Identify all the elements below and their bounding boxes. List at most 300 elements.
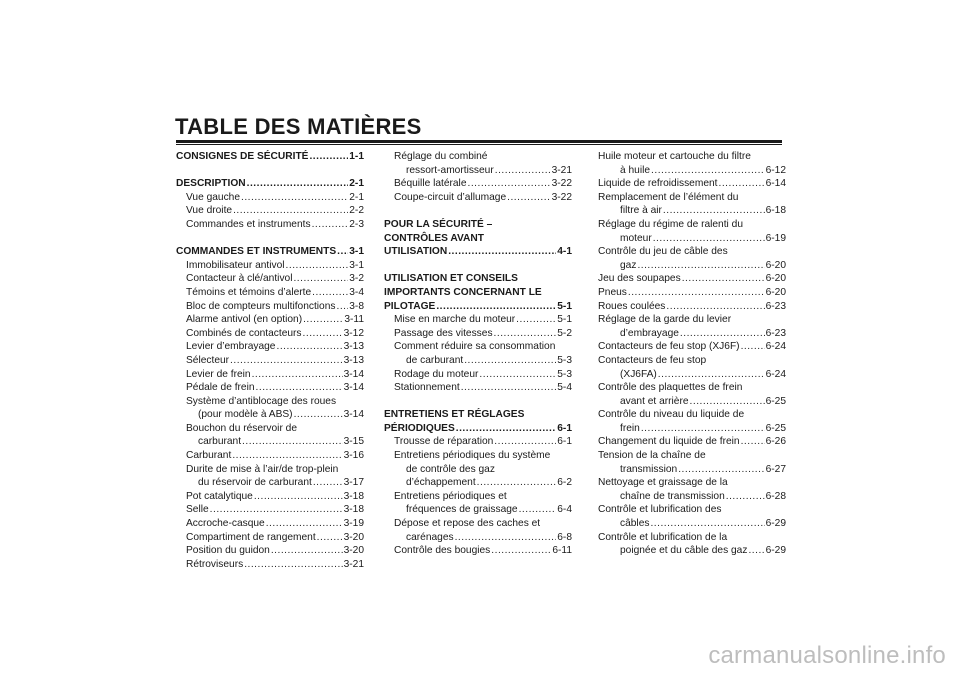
toc-dot-leader: [436, 300, 556, 314]
toc-entry-title: (pour modèle à ABS): [198, 409, 293, 421]
toc-dot-leader: [741, 435, 765, 449]
toc-page-number: 3-2: [349, 273, 364, 285]
toc-page-number: 1-1: [349, 151, 364, 162]
toc-dot-leader: [233, 204, 348, 218]
toc-page-number: 6-1: [557, 436, 572, 448]
toc-entry-title: Pot catalytique: [186, 490, 253, 502]
toc-entry: [598, 340, 786, 354]
toc-dot-leader: [252, 368, 343, 382]
toc-dot-leader: [232, 449, 342, 463]
toc-entry-title: IMPORTANTS CONCERNANT LE: [384, 286, 542, 298]
toc-page-number: 6-8: [557, 531, 572, 543]
toc-page-number: 2-2: [349, 205, 364, 217]
toc-entry-title: de contrôle des gaz: [406, 463, 495, 475]
toc-spacer: [176, 164, 364, 178]
toc-entry-title: Contacteurs de feu stop: [598, 354, 707, 366]
toc-entry-title: Vue droite: [186, 205, 233, 217]
toc-page-number: 6-28: [765, 490, 786, 502]
toc-entry-title: Trousse de réparation: [394, 436, 494, 448]
toc-entry-title: Dépose et repose des caches et: [394, 518, 541, 530]
toc-entry-title: gaz: [620, 259, 637, 271]
toc-dot-leader: [456, 422, 557, 436]
toc-dot-leader: [293, 272, 348, 286]
toc-entry-title: Carburant: [186, 450, 232, 462]
toc-entry: [598, 164, 786, 178]
toc-page-number: 3-8: [349, 300, 364, 312]
toc-page-number: 3-20: [343, 545, 364, 557]
toc-dot-leader: [494, 327, 557, 341]
toc-dot-leader: [230, 354, 343, 368]
toc-entry: [384, 191, 572, 205]
toc-dot-leader: [266, 517, 343, 531]
toc-entry-title: de carburant: [406, 354, 464, 366]
toc-entry: [176, 204, 364, 218]
toc-entry-title: Stationnement: [394, 382, 460, 394]
toc-entry-title: Coupe-circuit d’allumage: [394, 191, 507, 203]
toc-page-number: 2-1: [349, 191, 364, 203]
toc-dot-leader: [651, 164, 765, 178]
toc-page-number: 3-18: [343, 504, 364, 516]
toc-entry-title: Rétroviseurs: [186, 558, 244, 570]
toc-page-number: 6-18: [765, 205, 786, 217]
toc-entry: [384, 463, 572, 477]
toc-entry: [384, 531, 572, 545]
toc-entry-title: avant et arrière: [620, 395, 689, 407]
toc-entry: [598, 395, 786, 409]
toc-spacer: [384, 204, 572, 218]
toc-entry-title: Bloc de compteurs multifonctions: [186, 300, 336, 312]
toc-entry-title: UTILISATION ET CONSEILS: [384, 273, 518, 285]
toc-entry-title: Selle: [186, 504, 209, 516]
toc-entry-title: Bouchon du réservoir de: [186, 422, 297, 434]
toc-entry-title: frein: [620, 422, 640, 434]
toc-entry-title: Compartiment de rangement: [186, 531, 316, 543]
toc-page-number: 3-1: [349, 246, 364, 258]
toc-dot-leader: [210, 503, 343, 517]
toc-entry-title: POUR LA SÉCURITÉ –: [384, 218, 493, 230]
toc-page-number: 3-17: [343, 477, 364, 489]
toc-page-number: 3-19: [343, 518, 364, 530]
toc-dot-leader: [495, 164, 551, 178]
toc-entry-title: Contrôle et lubrification de la: [598, 531, 728, 543]
toc-entry-title: Mise en marche du moteur: [394, 314, 516, 326]
toc-entry: [598, 531, 786, 545]
toc-entry-title: Changement du liquide de frein: [598, 436, 740, 448]
toc-entry-title: PÉRIODIQUES: [384, 422, 455, 434]
toc-entry: [598, 177, 786, 191]
toc-entry-title: Contacteurs de feu stop (XJ6F): [598, 341, 740, 353]
toc-page-number: 6-20: [765, 273, 786, 285]
toc-entry: [598, 259, 786, 273]
toc-entry-title: Tension de la chaîne de: [598, 450, 706, 462]
toc-entry-title: transmission: [620, 463, 678, 475]
toc-entry: [176, 395, 364, 409]
toc-entry: [384, 435, 572, 449]
toc-entry-title: Levier de frein: [186, 368, 251, 380]
toc-dot-leader: [337, 245, 348, 259]
toc-entry-title: Durite de mise à l’air/de trop-plein: [186, 463, 339, 475]
toc-entry: [384, 503, 572, 517]
watermark: carmanualsonline.info: [708, 642, 946, 669]
toc-page-number: 6-25: [765, 395, 786, 407]
toc-entry: [598, 490, 786, 504]
toc-entry: [384, 449, 572, 463]
toc-entry-title: UTILISATION: [384, 246, 448, 258]
toc-page-number: 5-1: [557, 300, 572, 312]
toc-dot-leader: [650, 517, 764, 531]
toc-dot-leader: [271, 544, 343, 558]
toc-entry-title: Pédale de frein: [186, 382, 255, 394]
toc-dot-leader: [461, 381, 557, 395]
toc-entry-title: d’échappement: [406, 477, 476, 489]
toc-page-number: 6-14: [765, 178, 786, 190]
title-rule-thick: [176, 140, 782, 143]
toc-entry: [384, 150, 572, 164]
toc-page-number: 6-27: [765, 463, 786, 475]
toc-entry-title: Béquille latérale: [394, 178, 467, 190]
toc-page-number: 3-12: [343, 327, 364, 339]
toc-entry: [176, 191, 364, 205]
toc-entry-title: Roues coulées: [598, 300, 666, 312]
toc-column-1: [176, 150, 364, 571]
title-rule-thin: [176, 144, 782, 145]
toc-dot-leader: [507, 191, 550, 205]
toc-dot-leader: [244, 558, 342, 572]
toc-entry: [598, 544, 786, 558]
toc-dot-leader: [303, 327, 343, 341]
toc-page-number: 3-21: [551, 164, 572, 176]
toc-entry-title: câbles: [620, 518, 650, 530]
toc-dot-leader: [719, 177, 765, 191]
toc-dot-leader: [256, 381, 343, 395]
toc-entry-title: Contrôle du jeu de câble des: [598, 246, 728, 258]
toc-page-number: 6-20: [765, 259, 786, 271]
toc-dot-leader: [653, 232, 765, 246]
toc-entry: [176, 435, 364, 449]
toc-entry: [384, 476, 572, 490]
toc-entry-title: Alarme antivol (en option): [186, 314, 303, 326]
toc-page-number: 3-4: [349, 286, 364, 298]
toc-entry: [176, 517, 364, 531]
toc-page-number: 6-23: [765, 300, 786, 312]
toc-page-number: 6-24: [765, 341, 786, 353]
toc-dot-leader: [682, 272, 765, 286]
toc-dot-leader: [312, 286, 348, 300]
toc-entry-title: poignée et du câble des gaz: [620, 545, 748, 557]
toc-entry: [384, 517, 572, 531]
toc-dot-leader: [628, 286, 765, 300]
toc-entry-title: DESCRIPTION: [176, 178, 246, 190]
toc-page-number: 3-1: [349, 259, 364, 271]
toc-entry-title: fréquences de graissage: [406, 504, 518, 516]
toc-entry: [598, 449, 786, 463]
toc-page-number: 6-25: [765, 422, 786, 434]
toc-entry-title: ressort-amortisseur: [406, 164, 494, 176]
toc-section-heading: [384, 408, 572, 422]
toc-page-number: 6-23: [765, 327, 786, 339]
toc-entry-title: Levier d’embrayage: [186, 341, 276, 353]
toc-page-number: 6-20: [765, 286, 786, 298]
toc-page-number: 4-1: [557, 246, 572, 258]
toc-entry-title: carburant: [198, 436, 242, 448]
toc-page-number: 3-22: [551, 191, 572, 203]
toc-page-number: 6-24: [765, 368, 786, 380]
toc-entry-title: Jeu des soupapes: [598, 273, 681, 285]
toc-entry-title: Remplacement de l’élément du: [598, 191, 739, 203]
toc-entry-title: d’embrayage: [620, 327, 679, 339]
toc-entry-title: CONTRÔLES AVANT: [384, 232, 484, 244]
toc-entry-title: Contrôle du niveau du liquide de: [598, 409, 745, 421]
toc-entry: [384, 354, 572, 368]
toc-spacer: [176, 232, 364, 246]
toc-entry: [598, 463, 786, 477]
toc-entry: [598, 204, 786, 218]
toc-page-number: 6-26: [765, 436, 786, 448]
toc-section-heading: [384, 286, 572, 300]
toc-page-number: 3-11: [344, 314, 364, 326]
toc-entry: [598, 300, 786, 314]
toc-page-number: 6-12: [765, 164, 786, 176]
toc-section-heading: [384, 232, 572, 246]
toc-entry-title: Témoins et témoins d’alerte: [186, 286, 312, 298]
toc-page-number: 6-19: [765, 232, 786, 244]
toc-entry: [176, 286, 364, 300]
toc-section-heading: [384, 422, 572, 436]
toc-entry: [176, 449, 364, 463]
toc-entry: [598, 517, 786, 531]
toc-entry-title: Entretiens périodiques et: [394, 490, 507, 502]
toc-entry: [598, 408, 786, 422]
toc-page-number: 2-3: [349, 218, 364, 230]
toc-section-heading: [384, 272, 572, 286]
toc-dot-leader: [663, 204, 765, 218]
toc-entry-title: CONSIGNES DE SÉCURITÉ: [176, 151, 309, 162]
toc-page-number: 6-11: [552, 545, 572, 557]
toc-dot-leader: [317, 531, 343, 545]
toc-column-3: [598, 150, 786, 558]
toc-entry: [598, 354, 786, 368]
toc-page-number: 5-3: [557, 354, 572, 366]
toc-entry: [598, 232, 786, 246]
toc-entry: [598, 218, 786, 232]
toc-page-number: 3-16: [343, 450, 364, 462]
toc-dot-leader: [276, 340, 342, 354]
toc-entry: [176, 313, 364, 327]
toc-dot-leader: [680, 327, 765, 341]
toc-entry: [176, 490, 364, 504]
toc-entry-title: Vue gauche: [186, 191, 241, 203]
toc-entry-title: Contacteur à clé/antivol: [186, 273, 293, 285]
toc-dot-leader: [491, 544, 551, 558]
toc-dot-leader: [516, 313, 556, 327]
toc-page-number: 3-14: [343, 382, 364, 394]
toc-entry-title: Immobilisateur antivol: [186, 259, 285, 271]
toc-dot-leader: [678, 463, 764, 477]
toc-entry-title: chaîne de transmission: [620, 490, 725, 502]
toc-entry: [176, 544, 364, 558]
toc-page-number: 5-3: [557, 368, 572, 380]
toc-section-heading: [384, 245, 572, 259]
toc-dot-leader: [666, 300, 764, 314]
toc-entry: [176, 531, 364, 545]
toc-entry: [176, 503, 364, 517]
toc-entry-title: Pneus: [598, 286, 627, 298]
toc-entry-title: Nettoyage et graissage de la: [598, 477, 728, 489]
toc-entry-title: Contrôle et lubrification des: [598, 504, 722, 516]
toc-dot-leader: [658, 368, 765, 382]
toc-entry-title: Réglage de la garde du levier: [598, 314, 732, 326]
toc-dot-leader: [690, 395, 765, 409]
toc-entry: [598, 503, 786, 517]
toc-entry: [598, 245, 786, 259]
toc-page-number: 6-1: [557, 422, 572, 434]
toc-spacer: [384, 259, 572, 273]
toc-entry: [598, 381, 786, 395]
toc-entry: [598, 476, 786, 490]
toc-entry: [384, 381, 572, 395]
toc-entry-title: à huile: [620, 164, 651, 176]
toc-entry: [384, 164, 572, 178]
toc-entry: [598, 368, 786, 382]
toc-entry-title: Système d’antiblocage des roues: [186, 395, 337, 407]
toc-entry-title: ENTRETIENS ET RÉGLAGES: [384, 409, 525, 421]
toc-dot-leader: [312, 218, 349, 232]
toc-entry: [598, 327, 786, 341]
toc-entry-title: Position du guidon: [186, 545, 270, 557]
toc-entry: [176, 408, 364, 422]
toc-dot-leader: [637, 259, 764, 273]
toc-entry: [384, 340, 572, 354]
toc-entry: [176, 340, 364, 354]
toc-section-heading: [176, 245, 364, 259]
toc-entry-title: Accroche-casque: [186, 518, 265, 530]
toc-entry-title: Contrôle des bougies: [394, 545, 491, 557]
toc-page-number: 3-14: [343, 409, 364, 421]
toc-entry: [384, 313, 572, 327]
toc-dot-leader: [748, 544, 764, 558]
toc-page-number: 6-4: [557, 504, 572, 516]
toc-entry-title: Combinés de contacteurs: [186, 327, 302, 339]
toc-page-number: 6-29: [765, 518, 786, 530]
toc-entry-title: Huile moteur et cartouche du filtre: [598, 151, 751, 162]
toc-entry-title: du réservoir de carburant: [198, 477, 312, 489]
toc-entry: [176, 381, 364, 395]
toc-entry-title: Entretiens périodiques du système: [394, 450, 551, 462]
toc-section-heading: [176, 150, 364, 164]
toc-entry-title: Sélecteur: [186, 354, 230, 366]
toc-dot-leader: [741, 340, 765, 354]
toc-entry-title: COMMANDES ET INSTRUMENTS: [176, 246, 337, 258]
toc-page-number: 3-21: [343, 558, 364, 570]
toc-dot-leader: [494, 435, 556, 449]
toc-page-number: 5-4: [557, 382, 572, 394]
toc-entry-title: Réglage du régime de ralenti du: [598, 218, 743, 230]
toc-entry: [598, 286, 786, 300]
toc-entry: [176, 368, 364, 382]
toc-entry: [176, 300, 364, 314]
toc-entry: [176, 354, 364, 368]
toc-entry-title: Contrôle des plaquettes de frein: [598, 382, 743, 394]
toc-entry: [176, 463, 364, 477]
toc-section-heading: [176, 177, 364, 191]
toc-entry-title: Passage des vitesses: [394, 327, 493, 339]
toc-entry: [598, 313, 786, 327]
toc-dot-leader: [477, 476, 557, 490]
toc-column-2: [384, 150, 572, 558]
toc-entry: [176, 476, 364, 490]
toc-entry-title: Liquide de refroidissement: [598, 178, 718, 190]
toc-dot-leader: [448, 245, 556, 259]
toc-page-number: 6-2: [557, 477, 572, 489]
toc-spacer: [384, 395, 572, 409]
toc-page-number: 3-18: [343, 490, 364, 502]
toc-page-number: 3-13: [343, 341, 364, 353]
toc-dot-leader: [242, 435, 343, 449]
toc-entry: [176, 558, 364, 572]
toc-dot-leader: [337, 300, 349, 314]
toc-page-number: 3-20: [343, 531, 364, 543]
toc-entry-title: filtre à air: [620, 205, 662, 217]
toc-dot-leader: [286, 259, 349, 273]
toc-entry: [176, 422, 364, 436]
toc-entry: [384, 368, 572, 382]
toc-entry: [598, 150, 786, 164]
toc-entry-title: Rodage du moteur: [394, 368, 479, 380]
toc-dot-leader: [455, 531, 557, 545]
toc-entry-title: Commandes et instruments: [186, 218, 311, 230]
toc-entry: [384, 544, 572, 558]
toc-entry: [176, 218, 364, 232]
toc-page-number: 3-22: [551, 178, 572, 190]
toc-page-number: 3-13: [343, 354, 364, 366]
toc-entry: [598, 422, 786, 436]
toc-entry: [598, 191, 786, 205]
toc-entry: [176, 259, 364, 273]
toc-entry-title: Comment réduire sa consommation: [394, 341, 556, 353]
toc-entry: [598, 272, 786, 286]
toc-page-number: 5-1: [557, 314, 572, 326]
toc-dot-leader: [241, 191, 348, 205]
toc-section-heading: [384, 300, 572, 314]
toc-page-number: 6-29: [765, 545, 786, 557]
toc-dot-leader: [641, 422, 765, 436]
toc-entry: [176, 327, 364, 341]
toc-entry: [598, 435, 786, 449]
toc-dot-leader: [468, 177, 551, 191]
toc-dot-leader: [519, 503, 557, 517]
page-title: TABLE DES MATIÈRES: [175, 114, 422, 139]
toc-page-number: 3-14: [343, 368, 364, 380]
toc-entry-title: carénages: [406, 531, 454, 543]
toc-entry: [176, 272, 364, 286]
toc-dot-leader: [479, 368, 556, 382]
toc-entry-title: moteur: [620, 232, 652, 244]
toc-page-number: 3-15: [343, 436, 364, 448]
toc-dot-leader: [294, 408, 343, 422]
toc-entry-title: (XJ6FA): [620, 368, 657, 380]
toc-entry: [384, 490, 572, 504]
toc-dot-leader: [303, 313, 343, 327]
toc-dot-leader: [313, 476, 343, 490]
toc-page-number: 2-1: [349, 178, 364, 190]
toc-entry-title: PILOTAGE: [384, 300, 436, 312]
toc-page-number: 5-2: [557, 327, 572, 339]
toc-section-heading: [384, 218, 572, 232]
toc-dot-leader: [254, 490, 343, 504]
toc-entry: [384, 327, 572, 341]
toc-dot-leader: [726, 490, 765, 504]
toc-entry-title: Réglage du combiné: [394, 151, 488, 162]
